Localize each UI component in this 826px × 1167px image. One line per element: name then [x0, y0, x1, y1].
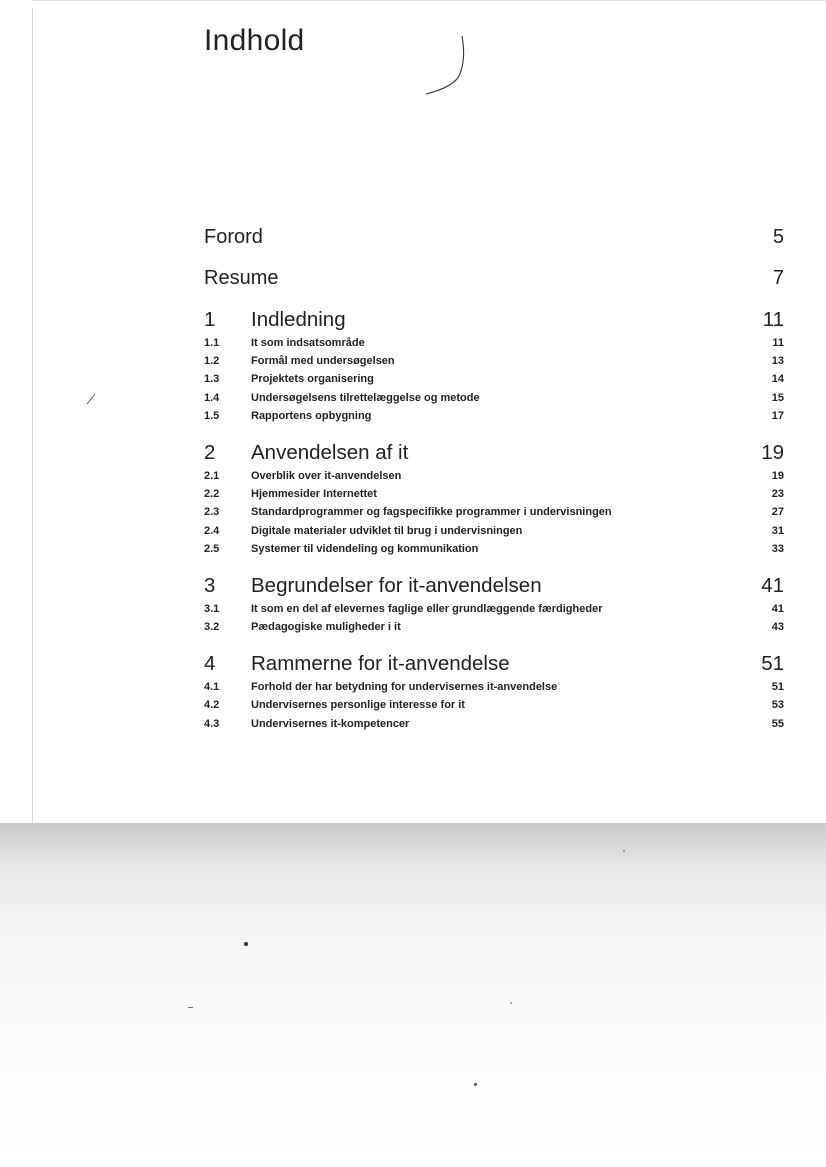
section-title: Undersøgelsens tilrettelæggelse og metode — [251, 391, 480, 404]
chapter-3 — [204, 574, 784, 639]
section-entry[interactable] — [204, 373, 784, 391]
section-title: Undervisernes it-kompetencer — [251, 717, 410, 730]
toc-entry-forord[interactable] — [204, 226, 784, 267]
section-number: 1.3 — [204, 373, 220, 386]
page-left-edge — [32, 8, 33, 823]
chapter-page: 41 — [761, 573, 784, 597]
chapter-2 — [204, 441, 784, 561]
section-entry[interactable] — [204, 392, 784, 410]
page-title: Indhold — [204, 24, 305, 57]
toc-entry-resume[interactable] — [204, 267, 784, 308]
section-number: 3.2 — [204, 621, 220, 634]
toc-entry-title: Resume — [204, 267, 279, 289]
section-number: 4.1 — [204, 681, 220, 694]
front-matter — [204, 226, 784, 308]
section-entry[interactable] — [204, 699, 784, 717]
chapter-4 — [204, 652, 784, 736]
section-entry[interactable] — [204, 603, 784, 621]
section-page: 23 — [771, 488, 784, 501]
spacer — [204, 639, 784, 652]
section-title: Projektets organisering — [251, 373, 374, 386]
section-title: Hjemmesider Internettet — [251, 488, 377, 501]
section-title: Systemer til videndeling og kommunikation — [251, 542, 479, 555]
section-page: 41 — [771, 602, 784, 615]
chapter-heading[interactable] — [204, 652, 784, 681]
chapter-page: 19 — [761, 440, 784, 464]
section-page: 27 — [771, 506, 784, 519]
scan-speck — [510, 1002, 512, 1004]
section-number: 4.2 — [204, 699, 220, 712]
section-title: Pædagogiske muligheder i it — [251, 621, 401, 634]
section-title: Digitale materialer udviklet til brug i undervisningen — [251, 524, 523, 537]
toc-entry-page: 5 — [772, 226, 784, 248]
chapter-heading[interactable] — [204, 574, 784, 603]
section-entry[interactable] — [204, 543, 784, 561]
section-page: 55 — [771, 717, 784, 730]
chapter-page: 51 — [761, 652, 784, 676]
section-number: 3.1 — [204, 602, 220, 615]
spacer — [204, 428, 784, 441]
section-entry[interactable] — [204, 410, 784, 428]
section-number: 4.3 — [204, 717, 220, 730]
section-number: 1.2 — [204, 355, 220, 368]
section-title: Overblik over it-anvendelsen — [251, 469, 402, 482]
chapter-title: Anvendelsen af it — [251, 440, 409, 464]
page-top-edge — [32, 0, 826, 1]
section-number: 2.1 — [204, 469, 220, 482]
section-number: 2.3 — [204, 506, 220, 519]
chapter-number: 2 — [204, 440, 216, 464]
section-entry[interactable] — [204, 718, 784, 736]
toc-entry-title: Forord — [204, 226, 263, 248]
section-entry[interactable] — [204, 470, 784, 488]
section-entry[interactable] — [204, 621, 784, 639]
section-number: 2.2 — [204, 488, 220, 501]
section-title: Formål med undersøgelsen — [251, 355, 395, 368]
chapter-number: 4 — [204, 652, 216, 676]
scan-speck — [188, 1007, 193, 1008]
section-page: 14 — [771, 373, 784, 386]
section-page: 13 — [771, 355, 784, 368]
chapter-1 — [204, 308, 784, 428]
section-page: 43 — [771, 621, 784, 634]
section-page: 19 — [771, 469, 784, 482]
section-title: Standardprogrammer og fagspecifikke programmer i undervisningen — [251, 506, 612, 519]
scan-speck — [623, 850, 625, 852]
stray-pen-mark — [86, 393, 96, 405]
chapter-title: Rammerne for it-anvendelse — [251, 652, 510, 676]
section-entry[interactable] — [204, 337, 784, 355]
chapter-heading[interactable] — [204, 441, 784, 470]
section-number: 2.4 — [204, 524, 220, 537]
section-page: 15 — [771, 391, 784, 404]
section-page: 31 — [771, 524, 784, 537]
chapter-heading[interactable] — [204, 308, 784, 337]
section-page: 53 — [771, 699, 784, 712]
chapter-number: 3 — [204, 573, 216, 597]
section-title: Rapportens opbygning — [251, 409, 372, 422]
section-title: It som indsatsområde — [251, 337, 365, 349]
section-entry[interactable] — [204, 488, 784, 506]
section-page: 11 — [772, 337, 784, 349]
section-number: 1.4 — [204, 391, 220, 404]
section-number: 2.5 — [204, 542, 220, 555]
chapter-page: 11 — [762, 308, 784, 331]
section-page: 51 — [771, 681, 784, 694]
toc-entry-page: 7 — [772, 267, 784, 289]
scan-speck — [474, 1083, 477, 1086]
table-of-contents — [204, 226, 784, 736]
pen-stroke-mark — [424, 34, 474, 98]
section-page: 33 — [771, 542, 784, 555]
spacer — [204, 561, 784, 574]
section-number: 1.5 — [204, 409, 220, 422]
section-title: Undervisernes personlige interesse for it — [251, 699, 465, 712]
section-title: It som en del af elevernes faglige eller grundlæggende færdigheder — [251, 602, 603, 615]
chapter-title: Begrundelser for it-anvendelsen — [251, 573, 542, 597]
section-number: 1.1 — [204, 337, 220, 349]
section-entry[interactable] — [204, 355, 784, 373]
scan-speck — [244, 942, 248, 946]
section-entry[interactable] — [204, 506, 784, 524]
section-title: Forhold der har betydning for undervisernes it-anvendelse — [251, 681, 558, 694]
chapter-number: 1 — [204, 308, 216, 331]
scan-shadow-area — [0, 824, 826, 1167]
section-page: 17 — [771, 409, 784, 422]
section-entry[interactable] — [204, 525, 784, 543]
section-entry[interactable] — [204, 681, 784, 699]
chapter-title: Indledning — [251, 308, 346, 331]
